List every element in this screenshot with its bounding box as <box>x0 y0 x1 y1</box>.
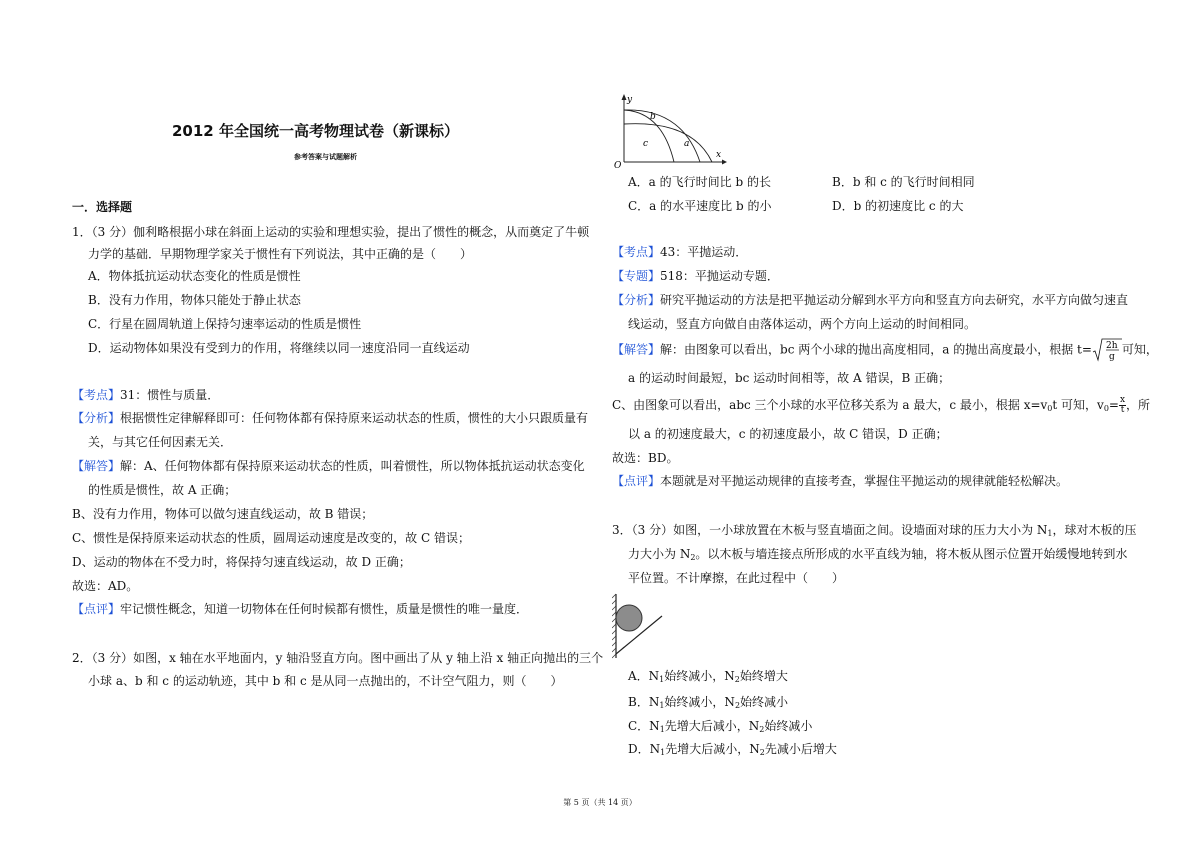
fenxi-text: 根据惯性定律解释即可：任何物体都有保持原来运动状态的性质，惯性的大小只跟质量有 <box>120 411 589 425</box>
q1-jieda-line1 <box>72 458 585 474</box>
dianping-tag: 【点评】 <box>612 474 661 488</box>
q2-jieda-line1 <box>612 338 1158 362</box>
opt-d-mid: 先增大后减小，N <box>665 742 760 756</box>
q3-option-a <box>628 668 788 688</box>
kaodian-tag: 【考点】 <box>72 388 121 402</box>
label-b: b <box>650 112 656 122</box>
q2-option-d: D．b 的初速度比 c 的大 <box>832 199 964 213</box>
zhuanti-text: 518：平抛运动专题． <box>660 269 779 283</box>
fraction-denominator: t <box>1120 405 1125 415</box>
y-label: y <box>627 95 633 105</box>
opt-c-prefix: C．N <box>628 719 660 733</box>
q3-stem-line3: 平位置。不计摩擦，在此过程中（ ） <box>628 571 845 585</box>
q1-fenxi-line1 <box>72 410 588 426</box>
subscript-1: 1 <box>659 701 665 710</box>
fenxi-text: 研究平抛运动的方法是把平抛运动分解到水平方向和竖直方向去研究，水平方向做匀速直 <box>660 293 1129 307</box>
jieda3-part-a: C、由图象可以看出，abc 三个小球的水平位移关系为 a 最大，c 最小，根据 x=v <box>612 398 1048 412</box>
q3-option-d <box>628 741 837 761</box>
opt-a-mid: 始终减小，N <box>664 669 735 683</box>
subscript-0b: 0 <box>1103 404 1109 413</box>
jieda-tag: 【解答】 <box>612 342 661 357</box>
page-footer: 第 5 页（共 14 页） <box>563 798 637 807</box>
q2-fenxi-line2: 线运动，竖直方向做自由落体运动，两个方向上运动的时间相同。 <box>628 317 977 331</box>
dianping-tag: 【点评】 <box>72 602 121 616</box>
label-a: a <box>684 139 690 149</box>
jieda3-part-d: ，所 <box>1126 398 1151 412</box>
q1-line-d: D、运动的物体在不受力时，将保持匀速直线运动，故 D 正确； <box>72 555 411 569</box>
q2-zhuanti <box>612 268 779 284</box>
subscript-0: 0 <box>1047 404 1053 413</box>
kaodian-tag: 【考点】 <box>612 245 661 259</box>
q3-stem2-b: 。以木板与墙连接点所形成的水平直线为轴，将木板从图示位置开始缓慢地转到水 <box>695 547 1128 561</box>
opt-a-prefix: A．N <box>628 669 660 683</box>
q3-stem-line2 <box>628 546 1127 566</box>
opt-c-mid: 先增大后减小，N <box>664 719 760 733</box>
q3-option-c <box>628 718 812 738</box>
label-c: c <box>643 139 649 149</box>
jieda-text: 解：A、任何物体都有保持原来运动状态的性质，叫着惯性，所以物体抵抗运动状态变化 <box>120 459 585 473</box>
q1-stem-line1: 1．（3 分）伽利略根据小球在斜面上运动的实验和理想实验，提出了惯性的概念，从而奠定了牛顿 <box>72 225 590 239</box>
jieda-tag: 【解答】 <box>72 459 121 473</box>
q3-stem-line1 <box>612 522 1137 542</box>
opt-b-prefix: B．N <box>628 695 660 709</box>
q1-kaodian <box>72 387 219 403</box>
q1-option-a: A．物体抵抗运动状态变化的性质是惯性 <box>88 269 301 283</box>
section-heading: 一．选择题 <box>72 200 133 214</box>
jieda-text: 解：由图象可以看出，bc 两个小球的抛出高度相同，a 的抛出高度最小，根据 t= <box>660 342 1092 357</box>
sqrt-numerator: 2h <box>1105 341 1118 351</box>
opt-d-prefix: D．N <box>628 742 661 756</box>
jieda3-part-b: t 可知，v <box>1052 398 1104 412</box>
sqrt-sign <box>1092 338 1122 362</box>
subscript-1: 1 <box>659 675 665 684</box>
opt-a-end: 始终增大 <box>739 669 788 683</box>
q2-answer: 故选：BD。 <box>612 451 679 465</box>
q3-stem-b: ，球对木板的压 <box>1052 523 1137 537</box>
kaodian-text: 31：惯性与质量． <box>120 388 220 402</box>
q1-option-d: D．运动物体如果没有受到力的作用，将继续以同一速度沿同一直线运动 <box>88 341 470 355</box>
zhuanti-tag: 【专题】 <box>612 269 661 283</box>
q2-jieda-line3 <box>612 396 1150 417</box>
subscript-1: 1 <box>660 748 666 757</box>
x-axis-arrow <box>722 160 727 165</box>
q3-stem-a: 3．（3 分）如图，一小球放置在木板与竖直墙面之间。设墙面对球的压力大小为 N <box>612 523 1048 537</box>
subscript-2: 2 <box>734 675 740 684</box>
sqrt-formula <box>1092 338 1122 362</box>
q2-stem-line1: 2．（3 分）如图，x 轴在水平地面内，y 轴沿竖直方向。图中画出了从 y 轴上沿 x 轴正向抛出的三个 <box>72 651 604 665</box>
page-title: 2012 年全国统一高考物理试卷（新课标） <box>172 122 459 140</box>
q3-option-b <box>628 694 788 714</box>
subscript-1: 1 <box>659 725 665 734</box>
origin-label: O <box>614 161 622 170</box>
q1-answer: 故选：AD。 <box>72 579 139 593</box>
opt-d-end: 先减小后增大 <box>764 742 837 756</box>
fraction-x-over-t <box>1119 396 1126 415</box>
fenxi-tag: 【分析】 <box>612 293 661 307</box>
ball <box>616 605 642 631</box>
subscript-2: 2 <box>690 553 696 562</box>
opt-b-end: 始终减小 <box>740 695 789 709</box>
fraction-numerator: x <box>1119 395 1126 405</box>
q1-jieda-line2: 的性质是惯性，故 A 正确； <box>88 483 237 497</box>
fenxi-tag: 【分析】 <box>72 411 121 425</box>
ball-board-figure <box>612 592 672 662</box>
y-axis-arrow <box>622 94 627 100</box>
x-label: x <box>716 150 722 160</box>
q2-kaodian <box>612 244 747 260</box>
q3-stem2-a: 力大小为 N <box>628 547 691 561</box>
opt-b-mid: 始终减小，N <box>664 695 735 709</box>
q2-jieda-line4: 以 a 的初速度最大，c 的初速度最小，故 C 错误，D 正确； <box>628 427 948 441</box>
trajectory-c <box>624 110 674 162</box>
projectile-figure <box>612 90 727 170</box>
dianping-text: 本题就是对平抛运动规律的直接考查，掌握住平抛运动的规律就能轻松解决。 <box>660 474 1069 488</box>
q2-fenxi-line1 <box>612 292 1128 308</box>
dianping-text: 牢记惯性概念，知道一切物体在任何时候都有惯性，质量是惯性的唯一量度． <box>120 602 529 616</box>
jieda3-equals: = <box>1108 398 1119 412</box>
q2-jieda-line2: a 的运动时间最短，bc 运动时间相等，故 A 错误，B 正确； <box>628 371 951 385</box>
q1-line-c: C、惯性是保持原来运动状态的性质，圆周运动速度是改变的，故 C 错误； <box>72 531 470 545</box>
page-subtitle: 参考答案与试题解析 <box>294 152 357 161</box>
subscript-2: 2 <box>734 701 741 710</box>
sqrt-denominator: g <box>1108 352 1115 362</box>
jieda-text-end: 可知， <box>1121 342 1158 357</box>
q1-stem-line2: 力学的基础．早期物理学家关于惯性有下列说法，其中正确的是（ ） <box>88 247 473 261</box>
subscript-1: 1 <box>1047 529 1053 538</box>
q2-option-b: B．b 和 c 的飞行时间相同 <box>832 175 975 189</box>
q2-option-c: C．a 的水平速度比 b 的小 <box>628 199 772 213</box>
q1-option-c: C．行星在圆周轨道上保持匀速率运动的性质是惯性 <box>88 317 362 331</box>
q1-fenxi-line2: 关，与其它任何因素无关． <box>88 435 233 449</box>
q1-dianping <box>72 601 528 617</box>
kaodian-text: 43：平抛运动． <box>660 245 748 259</box>
q1-option-b: B．没有力作用，物体只能处于静止状态 <box>88 293 301 307</box>
subscript-2: 2 <box>759 725 765 734</box>
q2-option-a: A．a 的飞行时间比 b 的长 <box>628 175 771 189</box>
subscript-2: 2 <box>759 748 765 757</box>
q2-stem-line2: 小球 a、b 和 c 的运动轨迹，其中 b 和 c 是从同一点抛出的，不计空气阻力，则（ ） <box>88 674 563 688</box>
q2-dianping <box>612 473 1068 489</box>
q1-line-b: B、没有力作用，物体可以做匀速直线运动，故 B 错误； <box>72 507 374 521</box>
opt-c-end: 始终减小 <box>764 719 813 733</box>
